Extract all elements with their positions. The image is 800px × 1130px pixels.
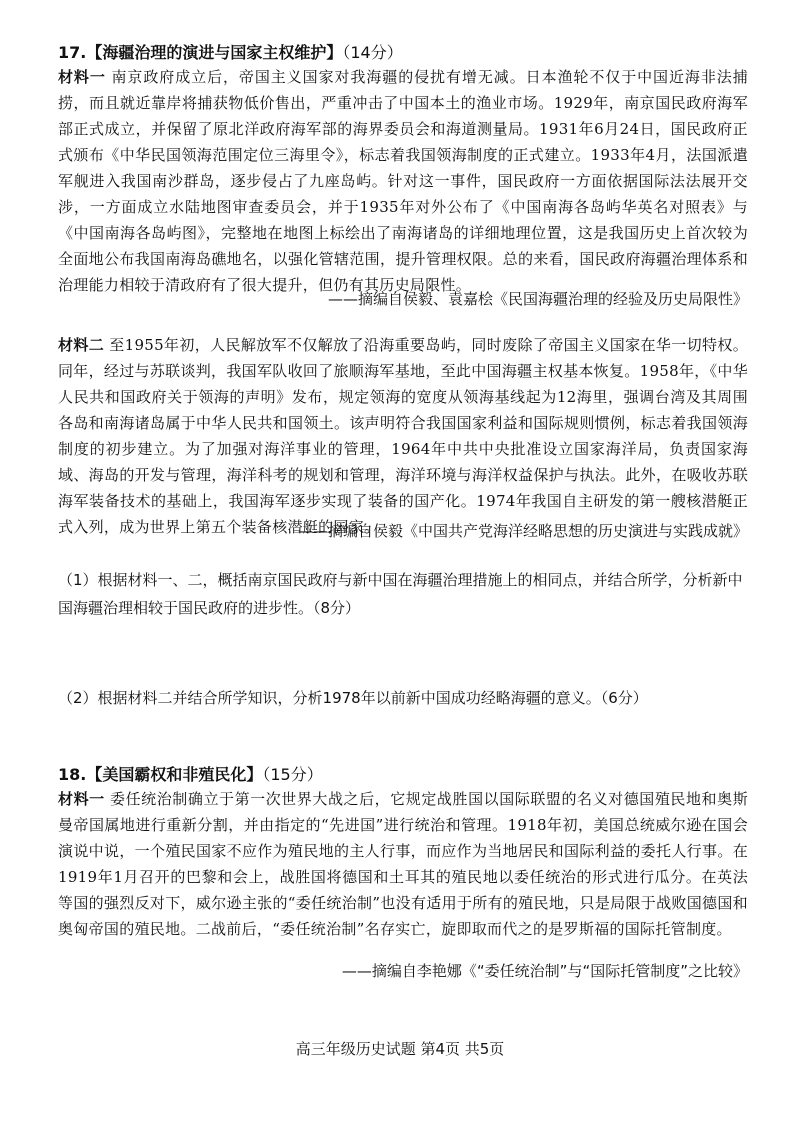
q17-material-2 bbox=[58, 332, 748, 540]
q17-material-2-label: 材料二 bbox=[58, 336, 105, 354]
page-footer: 高三年级历史试题 第4页 共5页 bbox=[295, 1040, 505, 1058]
q17-subquestion-2: （2）根据材料二并结合所学知识，分析1978年以前新中国成功经略海疆的意义。（6分） bbox=[58, 689, 648, 707]
question-18-heading: 18.【美国霸权和非殖民化】 bbox=[58, 765, 263, 784]
q17-subquestion-1: （1）根据材料一、二，概括南京国民政府与新中国在海疆治理措施上的相同点，并结合所学，分析新中国海疆治理相较于国民政府的进步性。（8分） bbox=[58, 571, 743, 617]
q18-material-1-source: ——摘编自李艳娜《“委任统治制”与“国际托管制度”之比较》 bbox=[341, 962, 748, 980]
q17-material-1 bbox=[58, 64, 748, 298]
q18-material-1 bbox=[58, 786, 748, 942]
q18-material-1-text: 委任统治制确立于第一次世界大战之后，它规定战胜国以国际联盟的名义对德国殖民地和奥斯曼帝国属地进行重新分割，并由指定的“先进国”进行统治和管理。1918年初，美国总统威尔逊在国会演说中说，一个殖民国家不应作为殖民地的主人行事，而应作为当地居民和国际利益的委托人行事。在1919年1月召开的巴黎和会上，战胜国将德国和土耳其的殖民地以委任统治的形式进行瓜分。在英法等国的强烈反对下，威尔逊主张的“委任统治制”也没有适用于所有的殖民地，只是局限于战败国德国和奥匈帝国的殖民地。二战前后，“委任统治制”名存实亡，旋即取而代之的是罗斯福的国际托管制度。 bbox=[58, 790, 748, 938]
question-18-points: （15分） bbox=[262, 765, 323, 784]
q18-material-1-label: 材料一 bbox=[58, 790, 105, 808]
question-17-heading: 17.【海疆治理的演进与国家主权维护】 bbox=[58, 43, 343, 62]
q17-material-1-source: ——摘编自侯毅、袁嘉桧《民国海疆治理的经验及历史局限性》 bbox=[327, 290, 748, 308]
q17-material-1-text: 南京政府成立后，帝国主义国家对我海疆的侵扰有增无减。日本渔轮不仅于中国近海非法捕捞，而且就近靠岸将捕获物低价售出，严重冲击了中国本土的渔业市场。1929年，南京国民政府海军部正式成立，并保留了原北洋政府海军部的海界委员会和海道测量局。1931年6月24日，国民政府正式颁布《中华民国领海范围定位三海里令》，标志着我国领海制度的正式建立。1933年4月，法国派遣军舰进入我国南沙群岛，逐步侵占了九座岛屿。针对这一事件，国民政府一方面依据国际法法展开交涉，一方面成立水陆地图审查委员会，并于1935年对外公布了《中国南海各岛屿华英名对照表》与《中国南海各岛屿图》，完整地在地图上标绘出了南海诸岛的详细地理位置，这是我国历史上首次较为全面地公布我国南海岛礁地名，以强化管辖范围，提升管理权限。总的来看，国民政府海疆治理体系和治理能力相较于清政府有了很大提升，但仍有其历史局限性。 bbox=[58, 68, 748, 294]
q17-material-1-label: 材料一 bbox=[58, 68, 106, 86]
question-18-title bbox=[58, 762, 323, 785]
q17-material-2-source: ——摘编自侯毅《中国共产党海洋经略思想的历史演进与实践成就》 bbox=[297, 522, 748, 540]
q17-material-2-text: 至1955年初，人民解放军不仅解放了沿海重要岛屿，同时废除了帝国主义国家在华一切特权。同年，经过与苏联谈判，我国军队收回了旅顺海军基地，至此中国海疆主权基本恢复。1958年，《中华人民共和国政府关于领海的声明》发布，规定领海的宽度从领海基线起为12海里，强调台湾及其周围各岛和南海诸岛属于中华人民共和国领土。该声明符合我国国家利益和国际规则惯例，标志着我国领海制度的初步建立。为了加强对海洋事业的管理，1964年中共中央批准设立国家海洋局，负责国家海域、海岛的开发与管理，海洋科考的规划和管理，海洋环境与海洋权益保护与执法。此外，在吸收苏联海军装备技术的基础上，我国海军逐步实现了装备的国产化。1974年我国自主研发的第一艘核潜艇正式入列，成为世界上第五个装备核潜艇的国家。 bbox=[58, 336, 748, 536]
question-17-points: （14分） bbox=[342, 43, 403, 62]
question-17-title bbox=[58, 40, 403, 63]
